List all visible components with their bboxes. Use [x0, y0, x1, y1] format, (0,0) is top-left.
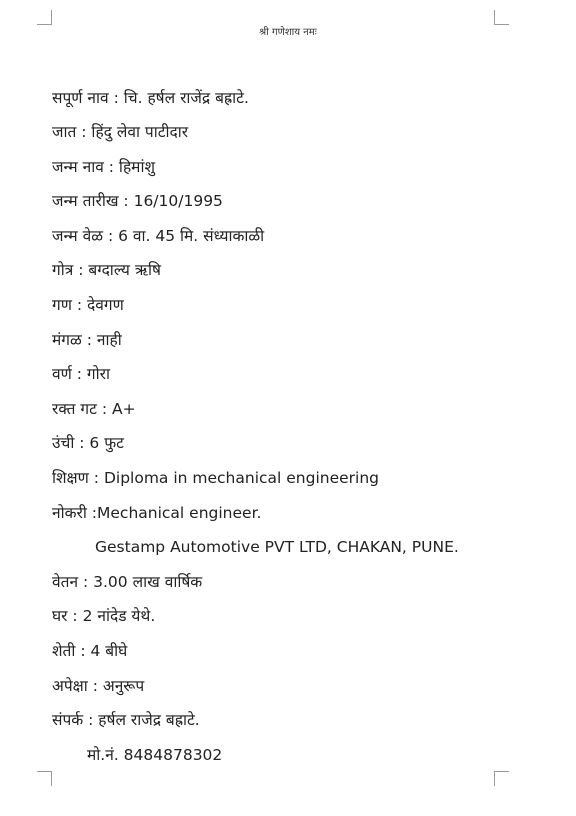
page-header: श्री गणेशाय नमः	[259, 27, 317, 38]
birth-date-line: जन्म तारीख : 16/10/1995	[52, 192, 223, 210]
page-corner-mark-bottom-right	[494, 771, 509, 786]
expectation-line: अपेक्षा : अनुरूप	[52, 677, 145, 695]
birth-time-line: जन्म वेळ : 6 वा. 45 मि. संध्याकाळी	[52, 227, 265, 245]
mangal-line: मंगळ : नाही	[52, 331, 122, 349]
caste-line: जात : हिंदु लेवा पाटीदार	[52, 123, 189, 141]
contact-line: संपर्क : हर्षल राजेद्र बह्राटे.	[52, 711, 200, 729]
blood-group-line: रक्त गट : A+	[52, 400, 136, 418]
education-line: शिक्षण : Diploma in mechanical engineering	[52, 469, 380, 487]
employer-line: Gestamp Automotive PVT LTD, CHAKAN, PUNE.	[95, 538, 459, 556]
page-corner-mark-top-right	[494, 10, 509, 25]
gotra-line: गोत्र : बग्दाल्य ऋषि	[52, 261, 162, 279]
gan-line: गण : देवगण	[52, 296, 124, 314]
page-corner-mark-top-left	[37, 10, 52, 25]
mobile-number-line: मो.नं. 8484878302	[87, 746, 223, 764]
birth-name-line: जन्म नाव : हिमांशु	[52, 158, 156, 176]
height-line: उंची : 6 फुट	[52, 434, 124, 452]
farm-line: शेती : 4 बीघे	[52, 642, 128, 660]
page-corner-mark-bottom-left	[37, 771, 52, 786]
house-line: घर : 2 नांदेड येथे.	[52, 607, 156, 625]
job-line: नोकरी :Mechanical engineer.	[52, 504, 262, 522]
full-name-line: सपूर्ण नाव : चि. हर्षल राजेंद्र बह्राटे.	[52, 89, 249, 107]
complexion-line: वर्ण : गोरा	[52, 365, 110, 383]
salary-line: वेतन : 3.00 लाख वार्षिक	[52, 573, 203, 591]
